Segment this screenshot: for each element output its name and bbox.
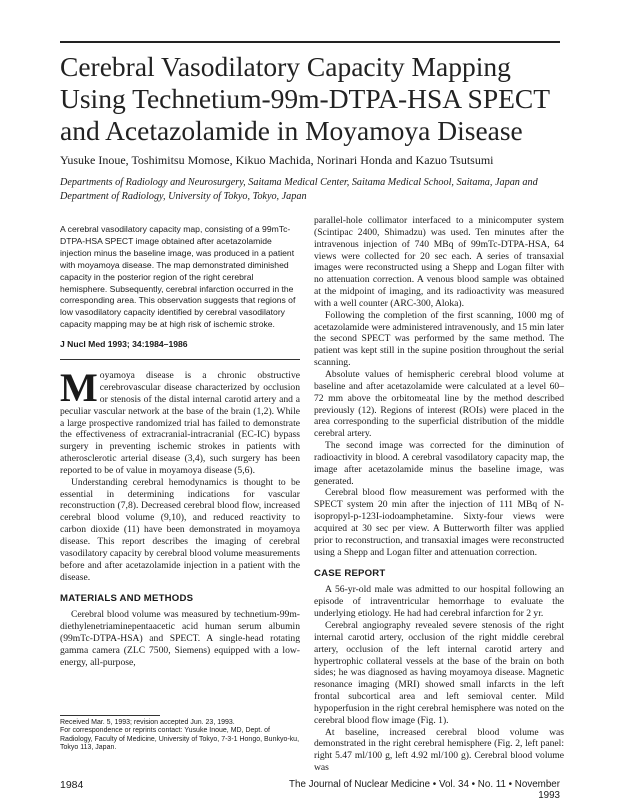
methods-paragraph-3: Absolute values of hemispheric cerebral blood volume at baseline and after acetazolamide were calculated at a level 60–72 mm above the orbitomeatal line by the method described previously (12). Regions of interest (ROIs) were placed in the area corresponding to the superficial distribution of the middle cerebral artery.: [314, 368, 564, 440]
methods-paragraph-2: Following the completion of the first scanning, 1000 mg of acetazolamide were administered intravenously, and 15 min later the second SPECT was performed by the same method. The patient was kept still in the supine position throughout the serial scanning.: [314, 309, 564, 369]
correspondence-note: For correspondence or reprints contact: Yusuke Inoue, MD, Dept. of Radiology, Faculty of Medicine, University of Tokyo, 7-3-1 Hongo, Bunkyo-ku, Tokyo 113, Japan.: [60, 727, 300, 752]
right-column: [314, 215, 564, 774]
methods-heading: MATERIALS AND METHODS: [60, 593, 194, 605]
abstract-separator: [60, 359, 300, 360]
case-paragraph-1: A 56-yr-old male was admitted to our hospital following an episode of intraventricular hemorrhage to evaluate the underlying etiology. He had had cerebral infarction for 2 yr.: [314, 584, 564, 620]
footnote-rule: [60, 715, 160, 716]
intro-p1-text: oyamoya disease is a chronic obstructive cerebrovascular disease characterized by occlusion or stenosis of the distal internal carotid artery and a peculiar vascular network at the base of the brain (1,2). While a large prospective randomized trial has failed to demonstrate the effectiveness of extracranial-intracranial (EC-IC) bypass surgery in preventing ischemic strokes in patients with atherosclerotic arterial disease (3,4), such surgery has been reported to be of value in moyamoya disease (5,6).: [60, 370, 300, 476]
citation-journal: J Nucl Med: [60, 339, 106, 350]
received-note: Received Mar. 5, 1993; revision accepted Jun. 23, 1993.: [60, 719, 235, 726]
methods-paragraph-1-continued: parallel-hole collimator interfaced to a minicomputer system (Scintipac 2400, Shimadzu) was used. Ten minutes after the intravenous injection of 740 MBq of 99mTc-DTPA-HSA, 64 views were collected for 20 sec each. A series of transaxial images were reconstructed using a Shepp and Logan filter with no attenuation correction. A venous blood sample was obtained at the midpoint of imaging, and its radioactivity was measured with a well counter (ARC-300, Aloka).: [314, 215, 564, 309]
methods-paragraph-4: The second image was corrected for the diminution of radioactivity in blood. A cerebral vasodilatory capacity map, the image after acetazolamide minus the baseline image, was generated.: [314, 440, 564, 487]
case-paragraph-2: Cerebral angiography revealed severe stenosis of the right internal carotid artery, occlusion of the right middle cerebral artery, occlusion of the left internal carotid artery and hypertrophic collateral vessels at the base of the brain on both sides; he was diagnosed as having moyamoya disease. Magnetic resonance imaging (MRI) showed small infarcts in the left frontal subcortical area and left semioval center. Mild hypoperfusion in the right cerebral hemisphere was noted on the cerebral blood flow image (Fig. 1).: [314, 620, 564, 726]
top-rule: [60, 41, 560, 43]
citation-details: 1993; 34:1984–1986: [105, 339, 188, 350]
case-report-heading: CASE REPORT: [314, 568, 386, 580]
intro-paragraph-1: [60, 365, 300, 477]
journal-footer: The Journal of Nuclear Medicine • Vol. 34 • No. 11 • November 1993: [289, 779, 560, 801]
article-title: Cerebral Vasodilatory Capacity Mapping Using Technetium-99m-DTPA-HSA SPECT and Acetazolamide in Moyamoya Disease: [60, 51, 550, 146]
abstract: A cerebral vasodilatory capacity map, consisting of a 99mTc-DTPA-HSA SPECT image obtained after acetazolamide injection minus the baseline image, was produced in a patient with moyamoya disease. The map demonstrated diminished capacity in the posterior region of the right cerebral hemisphere. Subsequently, cerebral infarction occurred in the corresponding area. This observation suggests that regions of low vasodilatory capacity identified by cerebral vasodilatory capacity mapping may be at high risk of ischemic stroke.: [60, 224, 296, 330]
left-column: [60, 224, 300, 669]
page-number: 1984: [60, 779, 84, 791]
methods-paragraph-5: Cerebral blood flow measurement was performed with the SPECT system 20 min after the injection of 111 MBq of N-isopropyl-p-123I-iodoamphetamine. Sixty-four views were acquired at 30 sec per view. A Butterworth filter was applied prior to reconstruction, and transaxial images were reconstructed using a Shepp and Logan filter and attenuation correction.: [314, 487, 564, 558]
citation: [60, 339, 300, 349]
affiliations: Departments of Radiology and Neurosurgery, Saitama Medical Center, Saitama Medical School, Saitama, Japan and Department of Radiology, University of Tokyo, Tokyo, Japan: [60, 177, 538, 202]
footnotes: [60, 715, 300, 753]
methods-paragraph-1: Cerebral blood volume was measured by technetium-99m-diethylenetriaminepentaacetic acid human serum albumin (99mTc-DTPA-HSA) and SPECT. A single-head rotating gamma camera (ZLC 7500, Siemens) equipped with a low-energy, all-purpose,: [60, 609, 300, 668]
drop-cap: M: [60, 365, 98, 411]
case-paragraph-3: At baseline, increased cerebral blood volume was demonstrated in the right cerebral hemisphere (Fig. 2, left panel: right 5.47 ml/100 g, left 4.92 ml/100 g). Cerebral blood volume was: [314, 726, 564, 774]
author-list: Yusuke Inoue, Toshimitsu Momose, Kikuo Machida, Norinari Honda and Kazuo Tsutsumi: [60, 153, 494, 167]
intro-paragraph-2: Understanding cerebral hemodynamics is thought to be essential in determining indications for vascular reconstruction (7,8). Decreased cerebral blood flow, increased cerebral blood volume (9,10), and reduced reactivity to carbon dioxide (11) have been demonstrated in moyamoya disease. This report describes the imaging of cerebral vasodilatory capacity by cerebral blood volume measurements before and after acetazolamide injection in a patient with the disease.: [60, 476, 300, 583]
